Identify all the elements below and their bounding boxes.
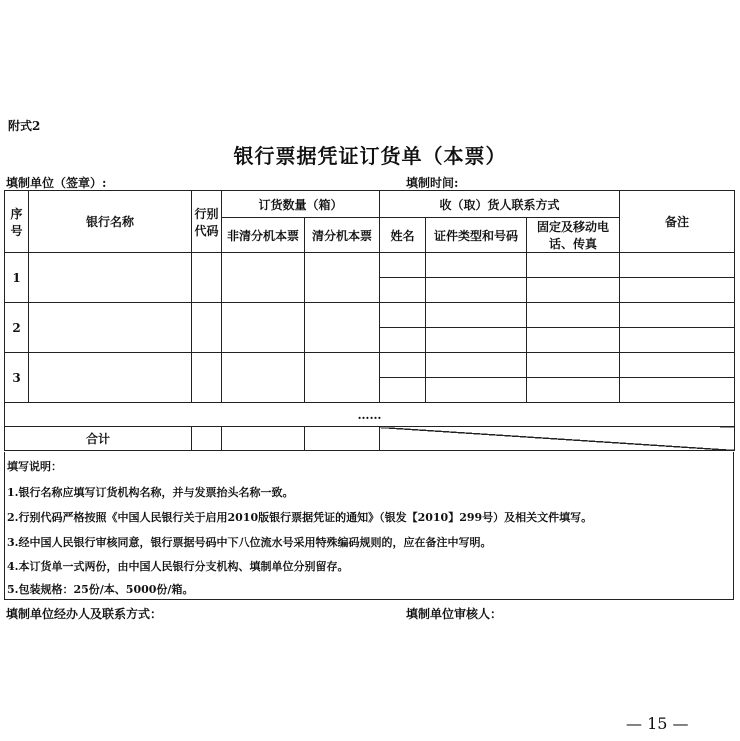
cell-phone[interactable] bbox=[527, 353, 620, 378]
cell-id[interactable] bbox=[426, 378, 527, 403]
note-1: 1.银行名称应填写订货机构名称，并与发票抬头名称一致。 bbox=[7, 486, 294, 499]
cell-name[interactable] bbox=[380, 253, 426, 278]
header-non-clearing: 非清分机本票 bbox=[222, 218, 305, 253]
cell-id[interactable] bbox=[426, 278, 527, 303]
cell-clearing[interactable] bbox=[305, 353, 380, 403]
cell-clearing[interactable] bbox=[305, 303, 380, 353]
annex-label: 附式2 bbox=[8, 119, 41, 133]
total-clearing[interactable] bbox=[305, 427, 380, 451]
handler-contact-label: 填制单位经办人及联系方式： bbox=[6, 607, 163, 621]
header-name: 姓名 bbox=[380, 218, 426, 253]
page-number: — 15 — bbox=[626, 714, 689, 733]
cell-name[interactable] bbox=[380, 303, 426, 328]
cell-id[interactable] bbox=[426, 353, 527, 378]
total-bank-code[interactable] bbox=[192, 427, 222, 451]
note-4: 4.本订货单一式两份，由中国人民银行分支机构、填制单位分别留存。 bbox=[7, 560, 349, 573]
cell-id[interactable] bbox=[426, 253, 527, 278]
fill-unit-label: 填制单位（签章）: bbox=[6, 176, 107, 190]
cell-bank-name[interactable] bbox=[29, 303, 192, 353]
ellipsis-row: …… bbox=[5, 403, 735, 427]
total-diagonal-cell bbox=[380, 427, 735, 451]
cell-remarks[interactable] bbox=[620, 353, 735, 378]
cell-non-clearing[interactable] bbox=[222, 303, 305, 353]
header-bank-name: 银行名称 bbox=[29, 191, 192, 253]
cell-bank-name[interactable] bbox=[29, 253, 192, 303]
fill-time-label: 填制时间: bbox=[406, 176, 459, 190]
header-remarks: 备注 bbox=[620, 191, 735, 253]
row-seq-2: 2 bbox=[5, 303, 29, 353]
order-form-table bbox=[4, 190, 735, 451]
instructions-box bbox=[4, 452, 734, 600]
row-seq-3: 3 bbox=[5, 353, 29, 403]
note-5: 5.包装规格：25份/本、5000份/箱。 bbox=[7, 583, 194, 596]
note-2: 2.行别代码严格按照《中国人民银行关于启用2010版银行票据凭证的通知》（银发【2010】299号）及相关文件填写。 bbox=[7, 511, 593, 524]
header-id-type-number: 证件类型和号码 bbox=[426, 218, 527, 253]
cell-name[interactable] bbox=[380, 278, 426, 303]
cell-name[interactable] bbox=[380, 378, 426, 403]
cell-bank-code[interactable] bbox=[192, 303, 222, 353]
cell-name[interactable] bbox=[380, 353, 426, 378]
form-title: 银行票据凭证订货单（本票） bbox=[233, 144, 507, 168]
header-bank-code: 行别代码 bbox=[192, 191, 222, 253]
cell-phone[interactable] bbox=[527, 328, 620, 353]
header-seq: 序号 bbox=[5, 191, 29, 253]
cell-bank-code[interactable] bbox=[192, 353, 222, 403]
cell-remarks[interactable] bbox=[620, 328, 735, 353]
header-phone: 固定及移动电话、传真 bbox=[527, 218, 620, 253]
header-contact-group: 收（取）货人联系方式 bbox=[380, 191, 620, 218]
header-order-qty: 订货数量（箱） bbox=[222, 191, 380, 218]
cell-bank-name[interactable] bbox=[29, 353, 192, 403]
note-3: 3.经中国人民银行审核同意，银行票据号码中下八位流水号采用特殊编码规则的，应在备注中写明。 bbox=[7, 536, 492, 549]
cell-phone[interactable] bbox=[527, 253, 620, 278]
cell-phone[interactable] bbox=[527, 378, 620, 403]
cell-clearing[interactable] bbox=[305, 253, 380, 303]
cell-phone[interactable] bbox=[527, 303, 620, 328]
cell-id[interactable] bbox=[426, 328, 527, 353]
cell-bank-code[interactable] bbox=[192, 253, 222, 303]
cell-non-clearing[interactable] bbox=[222, 253, 305, 303]
total-label: 合计 bbox=[5, 427, 192, 451]
row-seq-1: 1 bbox=[5, 253, 29, 303]
notes-title: 填写说明： bbox=[7, 460, 62, 473]
cell-phone[interactable] bbox=[527, 278, 620, 303]
header-clearing: 清分机本票 bbox=[305, 218, 380, 253]
reviewer-label: 填制单位审核人： bbox=[406, 607, 503, 621]
cell-remarks[interactable] bbox=[620, 253, 735, 278]
cell-remarks[interactable] bbox=[620, 303, 735, 328]
total-non-clearing[interactable] bbox=[222, 427, 305, 451]
cell-remarks[interactable] bbox=[620, 378, 735, 403]
cell-id[interactable] bbox=[426, 303, 527, 328]
cell-remarks[interactable] bbox=[620, 278, 735, 303]
cell-name[interactable] bbox=[380, 328, 426, 353]
cell-non-clearing[interactable] bbox=[222, 353, 305, 403]
